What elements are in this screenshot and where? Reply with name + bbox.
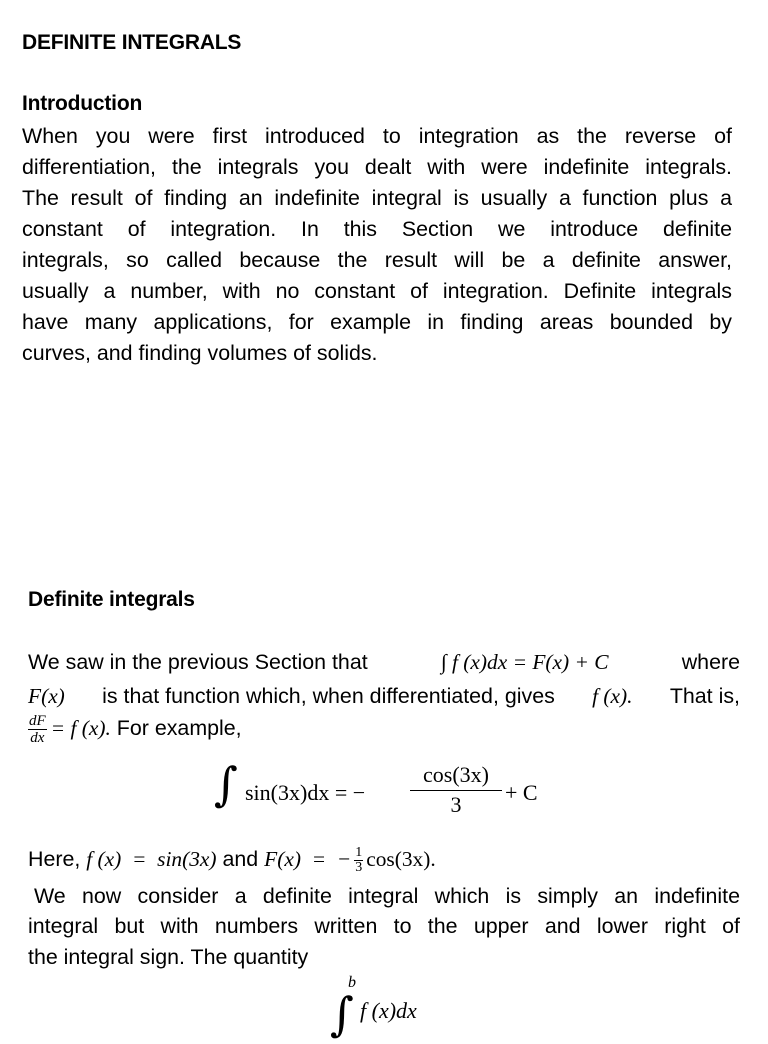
F-definition: F(x) = − — [264, 847, 352, 872]
para3-line1: We now consider a definite integral which is simply an indefinite — [34, 884, 740, 908]
fraction-denominator: 3 — [450, 792, 462, 817]
page-title: DEFINITE INTEGRALS — [22, 31, 242, 54]
para1-line2 — [28, 684, 740, 709]
intro-line: usually a number, with no constant of integration. Definite integrals — [22, 279, 732, 303]
intro-line: The result of finding an indefinite integral is usually a function plus a — [22, 186, 732, 210]
fraction-denominator: 3 — [355, 860, 363, 875]
f-definition: f (x) = sin(3x) — [86, 847, 217, 872]
para1-line3 — [28, 713, 740, 746]
intro-line: constant of integration. In this Section we introduce definite — [22, 217, 732, 241]
math-f-of-x: f (x). — [592, 684, 633, 708]
equation-fraction — [410, 762, 502, 819]
integral-sign: ∫ — [214, 757, 238, 811]
para1-text: is that function which, when differentiated, gives — [102, 684, 555, 708]
integrand: f (x)dx — [360, 998, 417, 1023]
dF-dx-fraction — [28, 713, 47, 746]
fraction-denominator: dx — [30, 730, 45, 746]
integral-sign: ∫ — [330, 987, 354, 1041]
equation-constant: + C — [505, 780, 538, 805]
para1-text: That is, — [669, 684, 740, 708]
equation-lhs: sin(3x)dx = − — [245, 780, 366, 805]
para1-text: We saw in the previous Section that — [28, 650, 368, 674]
F-definition-cos: cos(3x). — [366, 847, 436, 872]
fraction-numerator: dF — [29, 713, 46, 729]
para3-line3: the integral sign. The quantity — [28, 945, 309, 969]
para1-text: where — [681, 650, 740, 674]
intro-line: integrals, so called because the result will be a definite answer, — [22, 248, 732, 272]
intro-line: differentiation, the integrals you dealt with were indefinite integrals. — [22, 155, 732, 179]
intro-line: When you were first introduced to integration as the reverse of — [22, 124, 732, 148]
math-equals-f-of-x: = f (x). — [50, 716, 111, 741]
para1-text: For example, — [116, 716, 242, 741]
math-F-of-x: F(x) — [28, 684, 65, 708]
para2-text: and — [222, 847, 259, 872]
one-third-fraction — [354, 846, 363, 875]
fraction-numerator: cos(3x) — [410, 762, 502, 791]
para1-line1 — [28, 650, 740, 675]
para2-text: Here, — [28, 847, 81, 872]
definite-integrals-heading: Definite integrals — [28, 588, 195, 611]
introduction-heading: Introduction — [22, 92, 143, 115]
antiderivative-formula: ∫ f (x)dx = F(x) + C — [440, 650, 609, 674]
intro-line: have many applications, for example in finding areas bounded by — [22, 310, 732, 334]
introduction-paragraph — [22, 121, 732, 369]
intro-line: curves, and finding volumes of solids. — [22, 341, 378, 365]
para2-line — [28, 846, 740, 875]
para3-line2: integral but with numbers written to the upper and lower right of — [28, 914, 740, 938]
fraction-numerator: 1 — [355, 845, 363, 860]
upper-limit: b — [348, 974, 356, 991]
